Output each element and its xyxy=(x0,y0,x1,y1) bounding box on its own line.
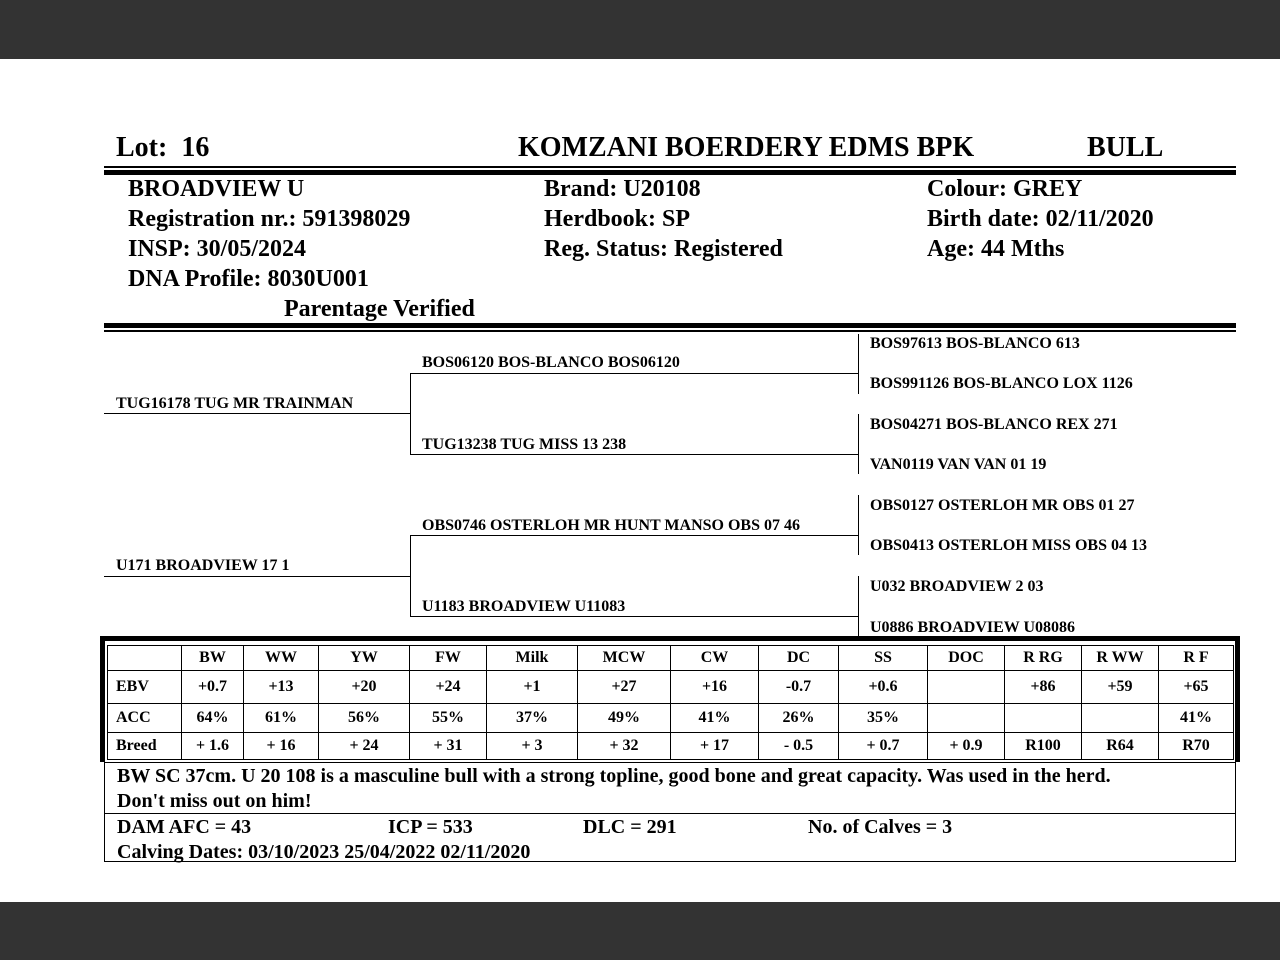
pedigree-dam-dam: U1183 BROADVIEW U11083 xyxy=(422,598,626,615)
dam-icp: ICP = 533 xyxy=(388,816,473,838)
bottom-dark-bar xyxy=(0,902,1280,960)
header-rf: R F xyxy=(1159,646,1234,671)
ebv-frame-top xyxy=(100,636,1240,641)
pedigree-ggp-7: U032 BROADVIEW 2 03 xyxy=(870,578,1044,595)
brand: Brand: U20108 xyxy=(544,176,701,202)
header-ss: SS xyxy=(839,646,928,671)
header-yw: YW xyxy=(319,646,410,671)
registration-number: Registration nr.: 591398029 xyxy=(128,206,411,232)
birth-date: Birth date: 02/11/2020 xyxy=(927,206,1154,232)
inspection-date: INSP: 30/05/2024 xyxy=(128,236,307,262)
ebv-frame-right xyxy=(1235,636,1240,762)
info-divider-thick xyxy=(104,323,1236,328)
row-label: Breed xyxy=(108,733,182,760)
pedigree-ggp-1: BOS97613 BOS-BLANCO 613 xyxy=(870,335,1080,352)
breeder-name: KOMZANI BOERDERY EDMS BPK xyxy=(518,132,975,163)
comment-line-2: Don't miss out on him! xyxy=(117,790,312,812)
ebv-table xyxy=(107,645,1234,760)
header-milk: Milk xyxy=(487,646,578,671)
registration-status: Reg. Status: Registered xyxy=(544,236,783,262)
pedigree-ggp-6: OBS0413 OSTERLOH MISS OBS 04 13 xyxy=(870,537,1147,554)
header-bw: BW xyxy=(182,646,244,671)
row-label: EBV xyxy=(108,671,182,704)
lot-number: 16 xyxy=(181,132,210,163)
calving-dates: Calving Dates: 03/10/2023 25/04/2022 02/11/2020 xyxy=(117,841,531,863)
pedigree-ggp-8: U0886 BROADVIEW U08086 xyxy=(870,619,1076,636)
breed-row: Breed + 1.6 + 16 + 24 + 31 + 3 + 32 + 17 - 0.5 + 0.7 + 0.9 R100 R64 R70 xyxy=(108,733,1234,760)
header-fw: FW xyxy=(410,646,487,671)
colour: Colour: GREY xyxy=(927,176,1083,202)
comment-divider xyxy=(105,813,1235,814)
header-mcw: MCW xyxy=(578,646,671,671)
header-divider-thick xyxy=(104,170,1236,175)
header-divider-thin xyxy=(104,166,1236,168)
row-label: ACC xyxy=(108,704,182,733)
ebv-row: EBV +0.7 +13 +20 +24 +1 +27 +16 -0.7 +0.6 +86 +59 +65 xyxy=(108,671,1234,704)
info-divider-thin xyxy=(104,330,1236,332)
animal-name: BROADVIEW U xyxy=(128,176,305,202)
comments-box xyxy=(104,762,1236,862)
pedigree-sire-sire: BOS06120 BOS-BLANCO BOS06120 xyxy=(422,354,680,371)
dam-calves: No. of Calves = 3 xyxy=(808,816,953,838)
dam-dlc: DLC = 291 xyxy=(583,816,677,838)
pedigree-dam: U171 BROADVIEW 17 1 xyxy=(116,557,290,574)
header-doc: DOC xyxy=(928,646,1005,671)
header-rww: R WW xyxy=(1082,646,1159,671)
age: Age: 44 Mths xyxy=(927,236,1065,262)
ebv-header-row xyxy=(108,646,1234,671)
pedigree-ggp-4: VAN0119 VAN VAN 01 19 xyxy=(870,456,1047,473)
pedigree-ggp-3: BOS04271 BOS-BLANCO REX 271 xyxy=(870,416,1118,433)
header-rrg: R RG xyxy=(1005,646,1082,671)
dam-afc: DAM AFC = 43 xyxy=(117,816,252,838)
pedigree-ggp-2: BOS991126 BOS-BLANCO LOX 1126 xyxy=(870,375,1133,392)
pedigree-sire-dam: TUG13238 TUG MISS 13 238 xyxy=(422,436,627,453)
top-dark-bar xyxy=(0,0,1280,59)
acc-row: ACC 64% 61% 56% 55% 37% 49% 41% 26% 35% 41% xyxy=(108,704,1234,733)
lot-label: Lot: 16 xyxy=(116,132,210,163)
header-ww: WW xyxy=(244,646,319,671)
herdbook: Herdbook: SP xyxy=(544,206,691,232)
header-cw: CW xyxy=(671,646,759,671)
pedigree-dam-sire: OBS0746 OSTERLOH MR HUNT MANSO OBS 07 46 xyxy=(422,517,800,534)
dna-profile: DNA Profile: 8030U001 xyxy=(128,266,369,292)
ebv-frame-left xyxy=(100,636,105,762)
animal-type: BULL xyxy=(1087,132,1164,163)
pedigree-ggp-5: OBS0127 OSTERLOH MR OBS 01 27 xyxy=(870,497,1135,514)
header-dc: DC xyxy=(759,646,839,671)
parentage-status: Parentage Verified xyxy=(284,296,475,322)
pedigree-sire: TUG16178 TUG MR TRAINMAN xyxy=(116,395,354,412)
comment-line-1: BW SC 37cm. U 20 108 is a masculine bull with a strong topline, good bone and great capacity. Was used in the herd. xyxy=(117,765,1111,787)
